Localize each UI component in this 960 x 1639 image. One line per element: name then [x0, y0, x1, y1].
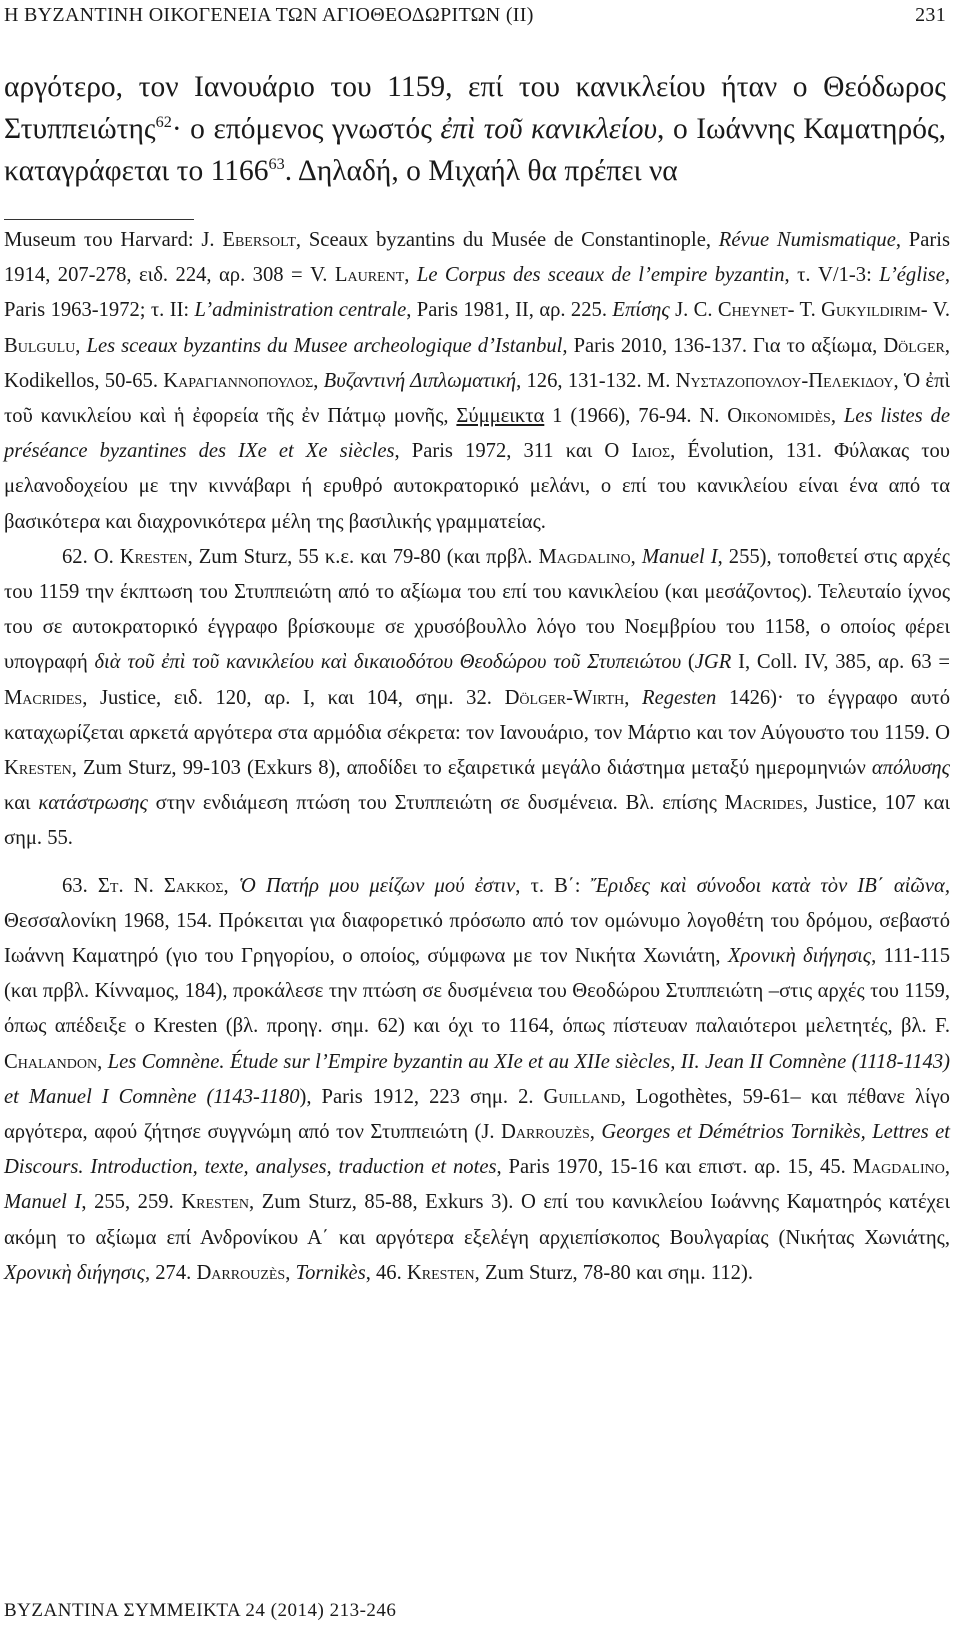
- text-run: ,: [630, 545, 642, 568]
- text-run: ), Paris 1912, 223 σημ. 2.: [299, 1085, 544, 1108]
- text-run: Καραγιαννοπουλος: [163, 369, 314, 392]
- text-run: . N.: [118, 874, 164, 897]
- text-run: Ὁ Πατήρ μου μείζων μού ἐστιν: [238, 874, 516, 897]
- text-run: Σύμμεικτα: [456, 405, 545, 428]
- text-run: (: [681, 651, 695, 674]
- text-run: ,: [97, 1050, 108, 1073]
- text-run: Cheynet: [717, 299, 788, 322]
- text-run: απόλυσης: [871, 757, 950, 780]
- journal-citation-footer: ΒΥΖΑΝΤΙΝΑ ΣΥΜΜΕΙΚΤΑ 24 (2014) 213-246: [4, 1600, 397, 1621]
- text-run: Magdalino: [852, 1156, 945, 1179]
- text-run: , 255), τοποθετεί στις αρχές του 1159 την έκπτωση του Στυππειώτη από το αξίωμα του επί του κανικλείου (και μεσάζοντος). Τελευταίο ίχνος του σε αυτοκρατορικό έγγραφο βρίσκουμε σε χρυσόβουλλο λόγο του Νοεμβρίου του 1158, ο οποίος φέρει υπογραφή: [4, 545, 951, 674]
- text-run: Chalandon: [4, 1050, 98, 1073]
- text-run: Révue Numismatique: [718, 229, 896, 251]
- text-run: J. C.: [669, 299, 718, 322]
- text-run: Tornikès: [295, 1261, 366, 1284]
- text-run: Macrides: [4, 686, 83, 709]
- text-run: ,: [624, 686, 642, 709]
- text-run: - T.: [787, 299, 822, 322]
- text-run: , ο Ιωάννης Καματηρός, καταγράφεται το 1166: [4, 113, 947, 187]
- text-run: Manuel I: [641, 545, 718, 568]
- text-run: Les Comnène. Étude sur l’Empire byzantin au XIe et au XIIe siècles, II. Jean II Comnène (1118-1143) et Manuel I Comnène (1143-1180: [4, 1050, 950, 1108]
- footnote-63: [4, 869, 950, 1291]
- text-run: , 111-115 (και πρβλ. Κίνναμος, 184), προκάλεσε την πτώση σε δυσμένεια του Θεοδώρου Στυππειώτη –στις αρχές του 1159, όπως απέδειξε ο Kresten (βλ. προηγ. σημ. 62) και όχι το 1164, όπως πίστευαν παλαιότεροι μελετητές, βλ. F.: [4, 945, 950, 1038]
- text-run: , 274.: [144, 1261, 197, 1284]
- text-run: JGR: [694, 651, 732, 674]
- text-run: Manuel I: [4, 1191, 82, 1214]
- text-run: και: [4, 792, 39, 815]
- text-run: 1 (1966), 76-94. N.: [544, 405, 728, 428]
- text-run: , Ὁ ἐπὶ τοῦ κανικλείου καὶ ἡ ἐφορεία τῆς ἐν Πάτμῳ μονῆς,: [4, 369, 951, 428]
- text-run: Bulgulu: [4, 334, 76, 357]
- text-run: ,: [75, 334, 87, 357]
- text-run: - V.: [920, 299, 951, 322]
- text-run: ,: [589, 1121, 602, 1144]
- running-title: Η ΒΥΖΑΝΤΙΝΗ ΟΙΚΟΓΕΝΕΙΑ ΤΩΝ ΑΓΙΟΘΕΟΔΩΡΙΤΩΝ (ΙΙ): [4, 4, 534, 26]
- text-run: L’église: [879, 264, 945, 287]
- main-text: [4, 66, 946, 192]
- text-run: Macrides: [724, 792, 803, 815]
- footnotes: [4, 223, 950, 1291]
- text-run: Kresten: [181, 1191, 250, 1214]
- text-run: ,: [404, 264, 417, 287]
- text-run: ,: [830, 405, 844, 428]
- text-run: 1426)· το έγγραφο αυτό καταχωρίζεται αρκετά αργότερα στα αρμόδια σέκρετα: τον Ιανουάριο, τον Μάρτιο και τον Αύγουστο του 1159. Ο: [4, 686, 951, 744]
- text-run: Les sceaux byzantins du Musee archeologique d’Istanbul,: [86, 334, 568, 357]
- page-header: [4, 4, 946, 34]
- page-number: 231: [915, 4, 946, 26]
- text-run: I, Coll. IV, 385, αρ. 63 =: [731, 651, 951, 674]
- text-run: αργότερο, τον Ιανουάριο του 1159, επί του κανικλείου ήταν ο Θεόδωρος Στυππειώτης: [4, 71, 946, 145]
- text-run: ,: [944, 1156, 951, 1179]
- text-run: · ο επόμενος γνωστός: [171, 113, 441, 145]
- text-run: κατάστρωσης: [38, 792, 148, 815]
- text-run: , Évolution, 131. Φύλακας του μελανοδοχείου με την κιννάβαρι ή ερυθρό αυτοκρατορικό μελάνι, ο επί του κανικλείου είναι ένα από τα βασικότερα και διαχρονικότερα μέλη της βασιλικής γραμματείας.: [4, 440, 950, 533]
- text-run: Στ: [97, 874, 119, 897]
- text-run: , τ. Β΄:: [515, 874, 591, 897]
- text-run: . Δηλαδή, ο Μιχαήλ θα πρέπει να: [284, 155, 678, 187]
- text-run: , Paris 1981, II, αρ. 225.: [406, 299, 613, 322]
- footnote-62: [4, 540, 950, 857]
- text-run: 62. O.: [62, 545, 120, 568]
- text-run: Ιδιος: [631, 440, 671, 463]
- footnote-ref-63: 63: [268, 155, 285, 174]
- text-run: Kresten: [119, 545, 188, 568]
- text-run: Θεσσαλονίκη 1968, 154. Πρόκειται για διαφορετικό πρόσωπο από τον ομώνυμο λογοθέτη του δρόμου, σεβαστό Ιωάννη Καματηρό (γιο του Γρηγορίου, ο οποίος, σύμφωνα με τον Νικήτα Χωνιάτη,: [4, 909, 950, 968]
- text-run: Βυζαντινή Διπλωματική: [323, 369, 517, 392]
- text-run: , Justice, ειδ. 120, αρ. I, και 104, σημ. 32.: [82, 686, 505, 709]
- text-run: Darrouzès: [500, 1121, 590, 1144]
- text-run: Regesten: [642, 686, 717, 709]
- text-run: Ἔριδες καὶ σύνοδοι κατὰ τὸν ΙΒ΄ αἰῶνα,: [590, 874, 950, 897]
- text-run: , Paris 1963-1972; τ. II:: [4, 264, 950, 322]
- footnote-ref-62: 62: [155, 113, 172, 132]
- text-run: , Paris 1970, 15-16 και επιστ. αρ. 15, 45.: [496, 1156, 853, 1179]
- text-run: , Zum Sturz, 99-103 (Exkurs 8), αποδίδει το εξαιρετικά μεγάλο διάστημα μεταξύ ημερομηνιών: [71, 757, 872, 780]
- text-run: , Logothètes, 59-61– και πέθανε λίγο αργότερα, αφού ζήτησε συγγνώμη από τον Στυππειώτη (J.: [4, 1085, 950, 1144]
- text-run: Επίσης: [612, 299, 670, 322]
- text-run: , Paris 1972, 311 και Ο: [394, 440, 632, 463]
- text-run: L’administration centrale: [194, 299, 407, 322]
- text-run: Museum του Harvard: J.: [4, 229, 223, 251]
- text-run: Dölger: [883, 334, 945, 357]
- footnote-continuation: [4, 223, 950, 540]
- text-run: Σακκος: [163, 874, 224, 897]
- text-run: Georges et Démétrios Tornikès, Lettres et Discours. Introduction, texte, analyses, traduction et notes: [4, 1121, 950, 1179]
- text-run: 63.: [62, 874, 98, 897]
- text-run: Gukyildirim: [821, 299, 921, 322]
- footnote-separator: [4, 219, 194, 220]
- text-run: Guilland: [543, 1085, 621, 1108]
- text-run: Ebersolt: [222, 229, 296, 251]
- text-run: Oikonomidès: [727, 405, 831, 428]
- text-run: ,: [285, 1261, 296, 1284]
- text-run: , 126, 131-132. Μ.: [516, 369, 676, 392]
- greek-term: ἐπὶ τοῦ κανικλείου: [440, 113, 658, 145]
- text-run: Darrouzès: [196, 1261, 286, 1284]
- text-run: , Kodikellos, 50-65.: [4, 334, 951, 392]
- text-run: , Zum Sturz, 85-88, Exkurs 3). Ο επί του κανικλείου Ιωάννης Καματηρός κατέχει ακόμη το αξίωμα επί Ανδρονίκου Α΄ και αργότερα εξελέγη αρχιεπίσκοπος Βουλγαρίας (Νικήτας Χωνιάτης,: [4, 1191, 950, 1249]
- text-run: , Justice, 107 και σημ. 55.: [4, 792, 950, 850]
- text-run: Dölger-Wirth: [504, 686, 625, 709]
- text-run: Les listes de préséance byzantines des IXe et Xe siècles: [4, 405, 950, 463]
- text-run: στην ενδιάμεση πτώση του Στυππειώτη σε δυσμένεια. Βλ. επίσης: [147, 792, 725, 815]
- text-run: , Paris 1914, 207-278, ειδ. 224, αρ. 308 = V.: [4, 229, 950, 287]
- text-run: , Zum Sturz, 78-80 και σημ. 112).: [474, 1261, 753, 1284]
- text-run: Magdalino: [538, 545, 631, 568]
- text-run: Paris 2010, 136-137. Για το αξίωμα,: [567, 334, 884, 357]
- text-run: Le Corpus des sceaux de l’empire byzantin: [416, 264, 785, 287]
- text-run: , 255, 259.: [81, 1191, 182, 1214]
- text-run: , τ. V/1-3:: [784, 264, 880, 287]
- text-run: ,: [313, 369, 324, 392]
- text-run: Χρονικὴ διήγησις: [4, 1261, 145, 1284]
- text-run: Kresten: [4, 757, 72, 780]
- text-run: , 46.: [365, 1261, 407, 1284]
- main-paragraph: [4, 66, 946, 192]
- text-run: Νυσταζοπουλου-Πελεκιδου: [675, 369, 894, 392]
- text-run: , Zum Sturz, 55 κ.ε. και 79-80 (και πρβλ.: [187, 545, 539, 568]
- text-run: Kresten: [406, 1261, 475, 1284]
- text-run: ,: [223, 874, 239, 897]
- text-run: διὰ τοῦ ἐπὶ τοῦ κανικλείου καὶ δικαιοδότου Θεοδώρου τοῦ Στυπειώτου: [94, 651, 682, 674]
- text-run: , Sceaux byzantins du Musée de Constantinople,: [295, 229, 719, 251]
- text-run: Laurent: [334, 264, 405, 287]
- text-run: Χρονικὴ διήγησις: [727, 945, 872, 968]
